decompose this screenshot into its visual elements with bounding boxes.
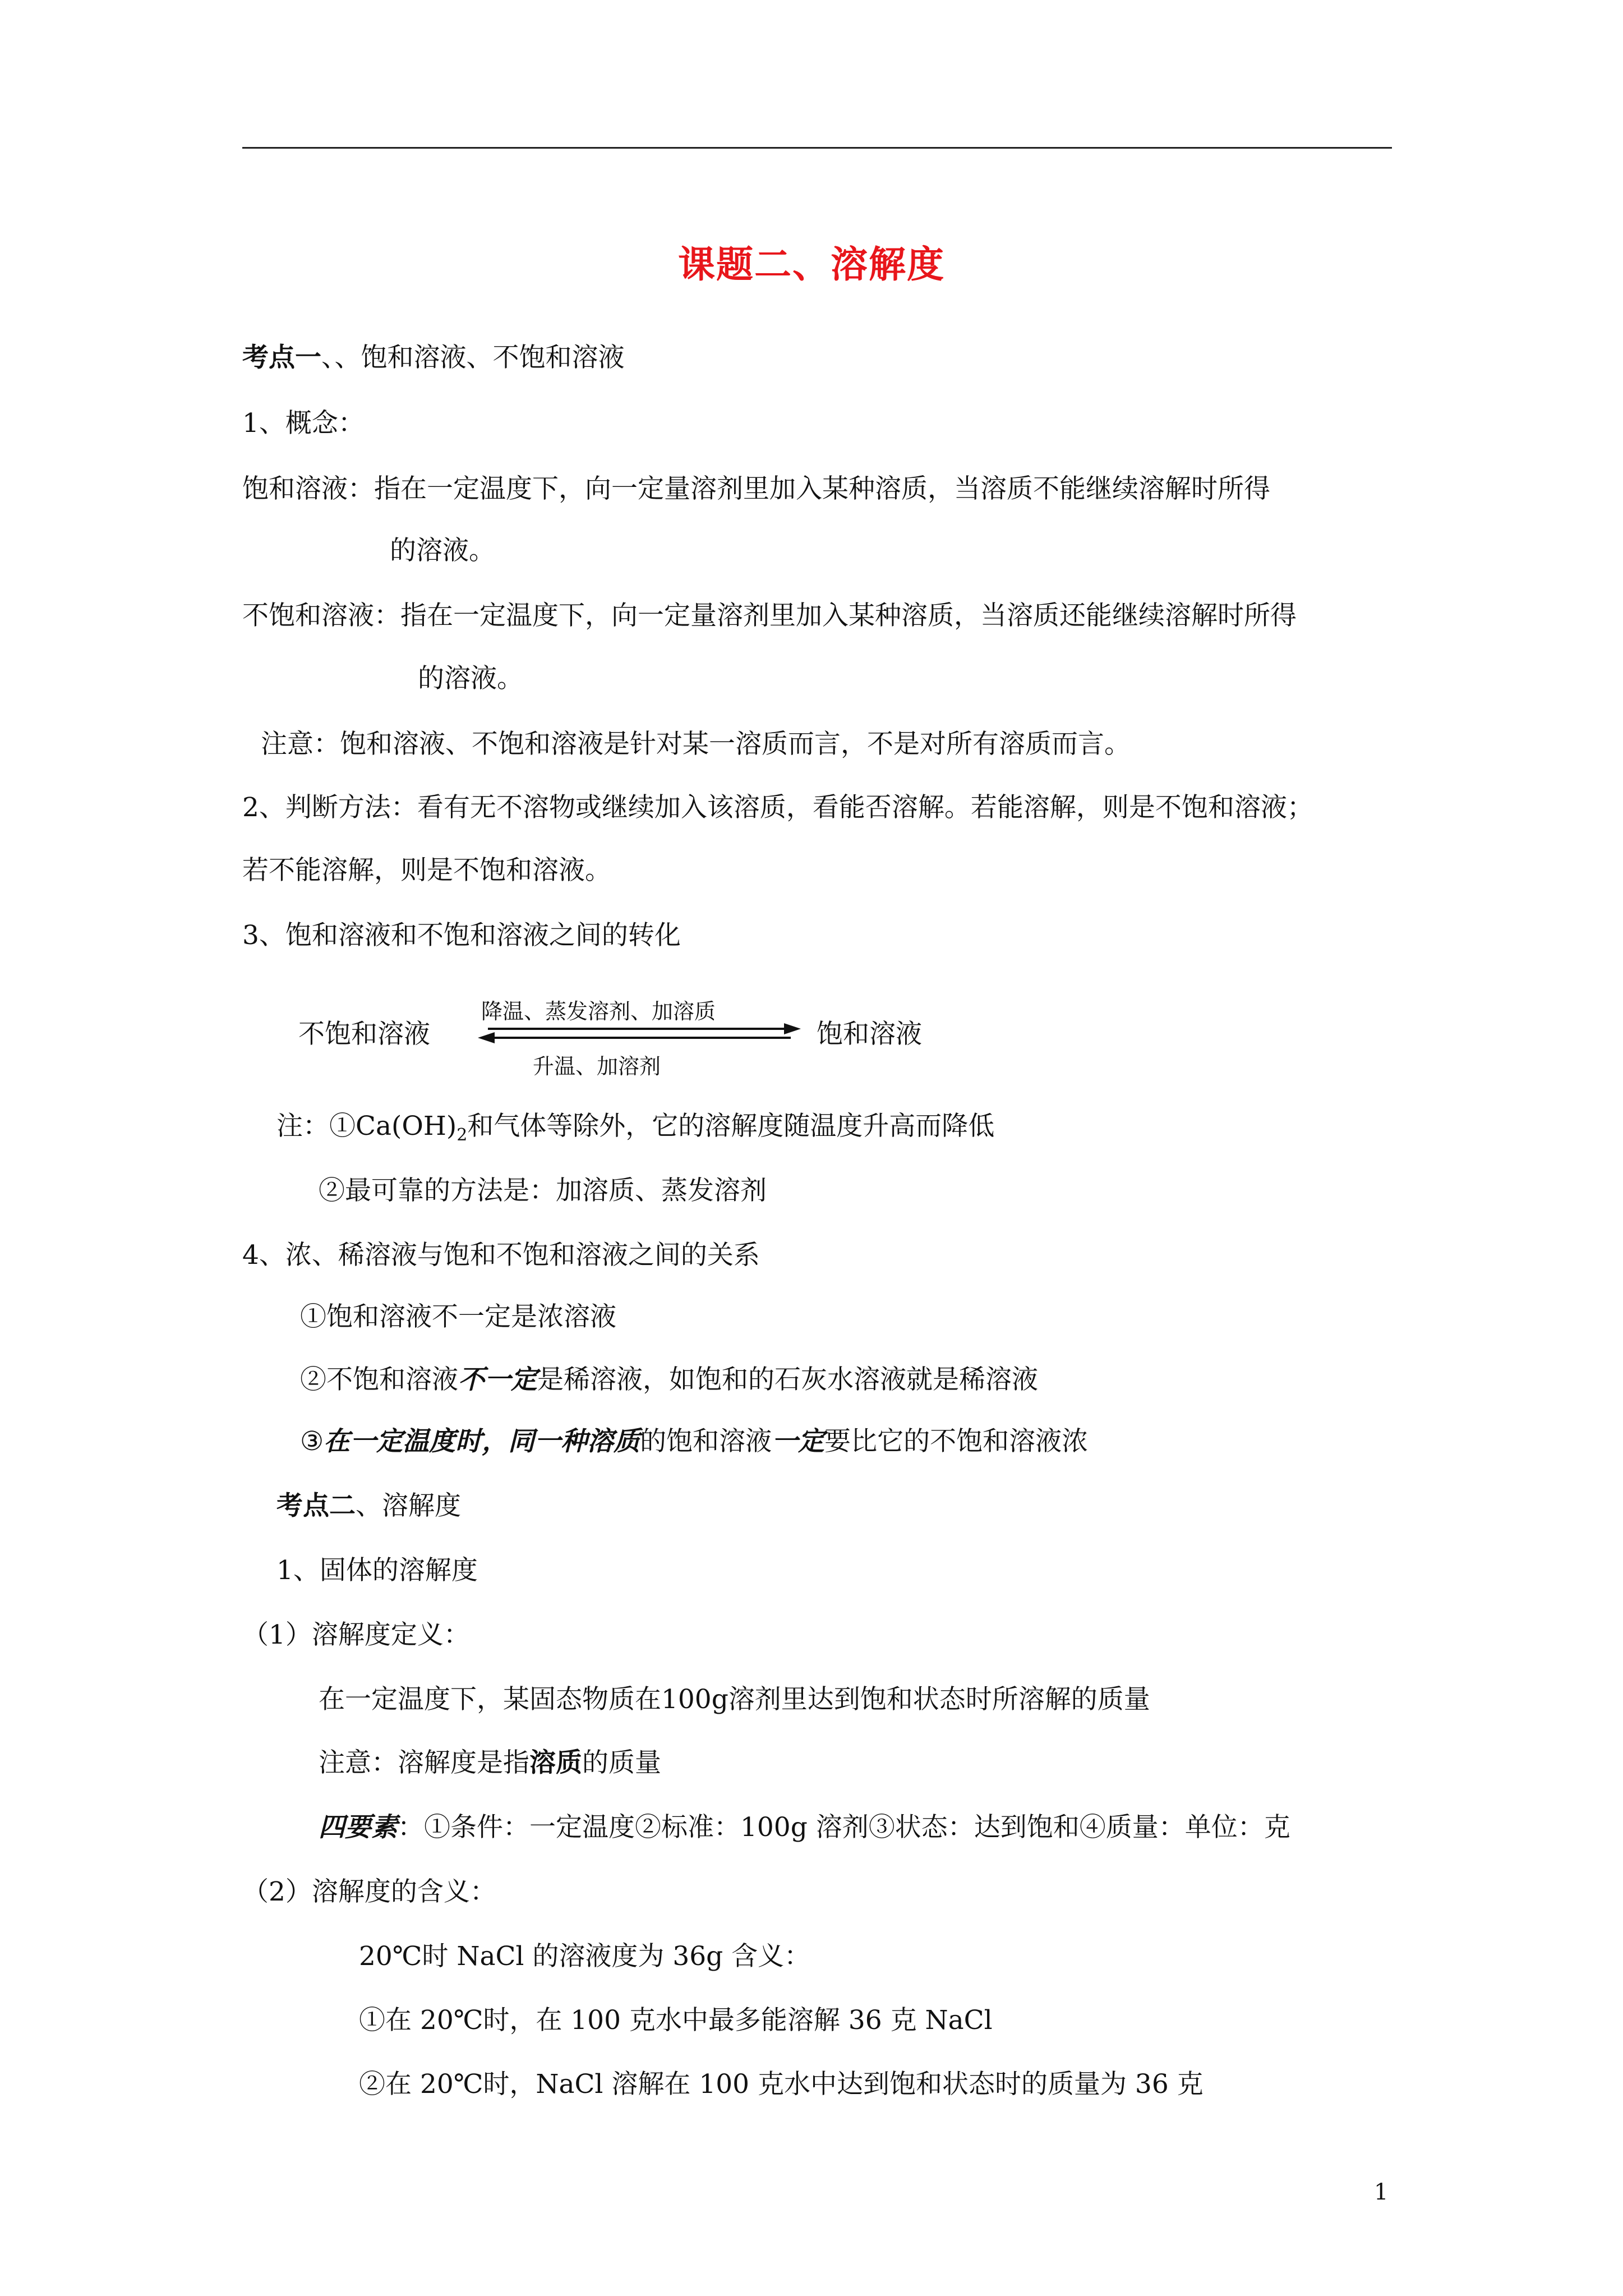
saturated-def-line-2: 的溶液。 (390, 535, 495, 566)
diagram-left-label: 不饱和溶液 (298, 1019, 430, 1050)
solid-solubility-heading: 1、固体的溶解度 (276, 1555, 478, 1586)
rel2-c: 是稀溶液，如饱和的石灰水溶液就是稀溶液 (537, 1364, 1038, 1395)
meaning-item-2: ②在 20℃时，NaCl 溶解在 100 克水中达到饱和状态时的质量为 36 克 (359, 2069, 1204, 2100)
unsaturated-def-line-1: 不饱和溶液：指在一定温度下，向一定量溶剂里加入某种溶质，当溶质还能继续溶解时所得 (242, 600, 1297, 631)
diagram-top-label: 降温、蒸发溶剂、加溶质 (481, 999, 716, 1024)
rel3-e: 要比它的不饱和溶液浓 (824, 1426, 1089, 1457)
def-note-emphasis: 溶质 (529, 1747, 582, 1778)
note-text-b: 和气体等除外，它的溶解度随温度升高而降低 (467, 1111, 995, 1142)
conversion-note-2: ②最可靠的方法是：加溶质、蒸发溶剂 (319, 1175, 767, 1206)
rel3-c: 的饱和溶液 (640, 1426, 772, 1457)
conversion-heading: 3、饱和溶液和不饱和溶液之间的转化 (242, 920, 681, 951)
rel3-a: ③ (300, 1426, 324, 1457)
def-note-c: 的质量 (582, 1747, 661, 1778)
definition-note (319, 1746, 661, 1780)
saturated-def-line-1: 饱和溶液：指在一定温度下，向一定量溶剂里加入某种溶质，当溶质不能继续溶解时所得 (242, 473, 1270, 504)
double-arrow-icon (477, 1021, 802, 1049)
page-title: 课题二、溶解度 (678, 242, 945, 286)
header-rule (242, 147, 1392, 149)
section-heading-1 (242, 341, 625, 375)
note-text-a: 注：①Ca(OH) (276, 1111, 457, 1142)
note-line: 注意：饱和溶液、不饱和溶液是针对某一溶质而言，不是对所有溶质而言。 (261, 729, 1131, 760)
judge-method-line-2: 若不能溶解，则是不饱和溶液。 (242, 855, 611, 886)
heading-text: 、溶解度 (356, 1490, 461, 1521)
meaning-text: 20℃时 NaCl 的溶液度为 36g 含义： (359, 1941, 811, 1972)
definition-text: 在一定温度下，某固态物质在100g溶剂里达到饱和状态时所溶解的质量 (319, 1684, 1150, 1715)
conversion-note-1 (276, 1110, 994, 1152)
subscript: 2 (457, 1125, 468, 1145)
four-elements-label: 四要素 (319, 1812, 398, 1843)
rel2-a: ②不饱和溶液 (300, 1364, 458, 1395)
meaning-item-1: ①在 20℃时，在 100 克水中最多能溶解 36 克 NaCl (359, 2005, 993, 2036)
relation-item-2 (300, 1363, 1038, 1397)
heading-label: 考点一 (242, 342, 321, 373)
meaning-heading: （2）溶解度的含义： (242, 1876, 496, 1907)
section-heading-2 (276, 1489, 461, 1523)
judge-method-line-1: 2、判断方法：看有无不溶物或继续加入该溶质，看能否溶解。若能溶解，则是不饱和溶液； (242, 792, 1313, 823)
relation-item-1: ①饱和溶液不一定是浓溶液 (300, 1301, 616, 1332)
four-elements-text: ：①条件：一定温度②标准：100g 溶剂③状态：达到饱和④质量：单位：克 (398, 1812, 1290, 1843)
concept-label: 1、概念： (242, 408, 365, 439)
relation-heading: 4、浓、稀溶液与饱和不饱和溶液之间的关系 (242, 1240, 760, 1271)
page-number: 1 (1374, 2179, 1389, 2205)
rel3-emphasis-1: 在一定温度时，同一种溶质 (324, 1426, 640, 1457)
rel3-emphasis-2: 一定 (772, 1426, 825, 1457)
four-elements (319, 1811, 1290, 1844)
heading-text: 、、饱和溶液、不饱和溶液 (321, 342, 625, 373)
def-note-a: 注意：溶解度是指 (319, 1747, 529, 1778)
unsaturated-def-line-2: 的溶液。 (418, 663, 523, 694)
relation-item-3 (300, 1425, 1088, 1458)
definition-heading: （1）溶解度定义： (242, 1619, 470, 1650)
diagram-bottom-label: 升温、加溶剂 (533, 1054, 661, 1079)
diagram-right-label: 饱和溶液 (817, 1019, 922, 1050)
heading-label: 考点二 (276, 1490, 356, 1521)
rel2-emphasis: 不一定 (458, 1364, 537, 1395)
